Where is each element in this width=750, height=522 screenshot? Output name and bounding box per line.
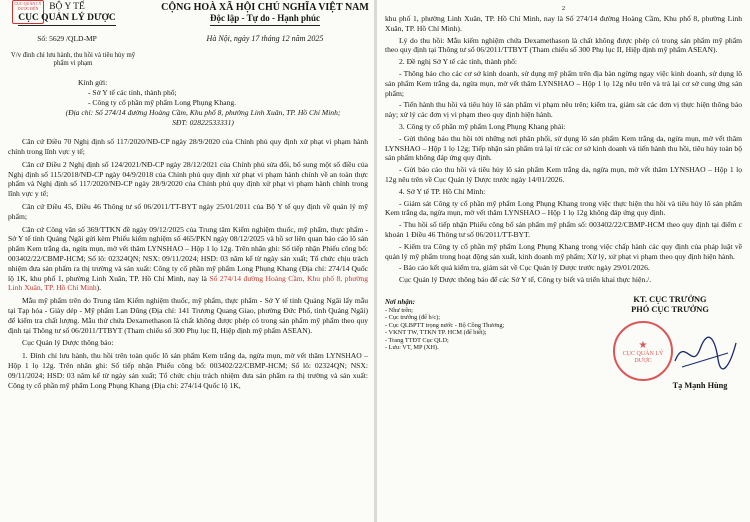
recipient-2: - Công ty cổ phần mỹ phẩm Long Phụng Khang. xyxy=(88,98,237,107)
document-page-1 xyxy=(0,0,374,522)
paragraph: 2. Đề nghị Sở Y tế các tỉnh, thành phố: xyxy=(399,57,517,67)
paragraph: - Kiểm tra Công ty cổ phần mỹ phẩm Long Phụng Khang trong việc chấp hành các quy định của pháp luật về quản lý mỹ phẩm trong hoạt động sản xuất, kinh doanh mỹ phẩm; Xử lý, xử phạt vi phạm theo quy định hiện hành. xyxy=(385,241,742,261)
document-date: Hà Nội, ngày 17 tháng 12 năm 2025 xyxy=(206,34,324,43)
paragraph: - Giám sát Công ty cổ phần mỹ phẩm Long Phụng Khang trong việc thực hiện thu hồi và tiêu hủy lô sản phẩm Kem trắng da, ngừa mụn, mờ vết thâm LYNSHAO – Hộp 1 lọ 12g không đáp ứng quy định. xyxy=(385,198,742,218)
paragraph: 4. Sở Y tế TP. Hồ Chí Minh: xyxy=(399,186,486,196)
signer-role-2: PHÓ CỤC TRƯỞNG xyxy=(631,304,709,314)
paragraph: - Báo cáo kết quả kiểm tra, giám sát về Cục Quản lý Dược trước ngày 29/01/2026. xyxy=(399,263,650,273)
signer-name: Tạ Mạnh Hùng xyxy=(672,380,728,390)
national-motto: Độc lập - Tự do - Hạnh phúc xyxy=(210,13,320,26)
document-header xyxy=(8,0,368,78)
paragraph: Cục Quản lý Dược thông báo để các Sở Y tế, Công ty biết và triển khai thực hiện./. xyxy=(399,275,652,285)
page-number: 2 xyxy=(561,5,566,12)
paragraph: - Thông báo cho các cơ sở kinh doanh, sử dụng mỹ phẩm trên địa bàn ngừng ngay việc kinh doanh, sử dụng lô sản phẩm Kem trắng da, ngừa mụn, mờ vết thâm LYNSHAO – Hộp 1 lọ 12g nêu trên và trả lại cơ sở cung ứng sản phẩm; xyxy=(385,68,742,98)
paragraph: Mẫu mỹ phẩm trên do Trung tâm Kiểm nghiệm thuốc, mỹ phẩm, thực phẩm - Sở Y tế tỉnh Quảng Ngãi lấy mẫu tại Tạp hóa - Giày dép - Mỹ phẩm Lan Dũng (Địa chỉ: 141 Trương Quang Giao, phường Đức Phổ, tỉnh Quảng Ngãi) để kiểm tra chất lượng. Mẫu thử chứa Dexamethason là chất không được phép có trong sản phẩm mỹ phẩm theo quy định tại Thông tư số 06/2011/TTBYT (Tham chiếu số 300 Phụ lục II, Hiệp định mỹ phẩm ASEAN). xyxy=(8,296,368,335)
paragraph: - Tiến hành thu hồi và tiêu hủy lô sản phẩm vi phạm nêu trên; kiểm tra, giám sát các đơn vị thực hiện thông báo này; xử lý các đơn vị vi phạm theo quy định hiện hành. xyxy=(385,100,742,120)
paragraph: 3. Công ty cổ phần mỹ phẩm Long Phụng Khang phải: xyxy=(399,121,566,131)
recipients-list xyxy=(385,299,560,352)
received-stamp-text: CỤC QUẢN LÝ DƯỢC ĐẾN xyxy=(14,1,42,11)
official-seal xyxy=(613,321,673,381)
paragraph: khu phố 1, phường Linh Xuân, TP. Hồ Chí Minh, nay là Số 274/14 đường Hoàng Cầm, Khu phố 8, phường Linh Xuân, TP. Hồ Chí Minh). xyxy=(385,14,742,33)
recipients-item: - Cục QLBPTT trọng nước - Bộ Công Thương; xyxy=(385,321,505,329)
highlighted-address: Số 274/14 đường Hoàng Cầm, Khu phố 8, phường Linh Xuân, TP. Hồ Chí Minh xyxy=(8,273,369,293)
issuer-block xyxy=(8,2,126,43)
recipients-item: - Lưu: VT, MP (XH). xyxy=(385,344,439,352)
greeting: Kính gửi: xyxy=(78,78,108,87)
recipient-1: - Sở Y tế các tỉnh, thành phố; xyxy=(88,88,177,97)
handwritten-signature xyxy=(670,331,740,376)
paragraph-text: ). xyxy=(96,283,102,293)
national-heading xyxy=(156,2,374,43)
paragraph: Căn cứ Điều 2 Nghị định số 124/2021/NĐ-CP ngày 28/12/2021 của Chính phủ sửa đổi, bổ sung một số điều của Nghị định số 115/2018/NĐ-CP ngày 04/9/2018 của Chính phủ quy định xử phạt vi phạm hành chính về an toàn thực phẩm và Nghị định số 117/2020/NĐ-CP ngày 28/9/2020 của Chính phủ quy định xử phạt vi phạm hành chính trong lĩnh vực y tế; xyxy=(8,159,368,199)
recipients-title: Nơi nhận: xyxy=(385,297,416,306)
ministry-name: BỘ Y TẾ xyxy=(49,2,85,12)
paragraph: Căn cứ Điều 70 Nghị định số 117/2020/NĐ-CP ngày 28/9/2020 của Chính phủ quy định xử phạt vi phạm hành chính trong lĩnh vực y tế; xyxy=(8,137,368,156)
recipients-item: - Cục trưởng (để b/c); xyxy=(385,314,441,322)
signer-title xyxy=(595,295,745,315)
recipient-phone: SĐT: 02822533331) xyxy=(172,117,234,127)
recipients-item: - Như trên; xyxy=(385,306,413,314)
paragraph: - Thu hồi số tiếp nhận Phiếu công bố sản phẩm mỹ phẩm số: 003402/22/CBMP-HCM theo quy định tại điểm c khoản 1 Điều 46 Thông tư số 06/2011/TT-BYT. xyxy=(385,220,742,239)
recipients-item: - Trang TTĐT Cục QLD; xyxy=(385,336,449,344)
department-name: CỤC QUẢN LÝ DƯỢC xyxy=(18,13,116,26)
paragraph: - Gửi thông báo thu hồi tới những nơi phân phối, sử dụng lô sản phẩm Kem trắng da, ngừa mụn, mờ vết thâm LYNSHAO – Hộp 1 lọ 12g; Tiếp nhận sản phẩm trả lại từ các cơ sở kinh doanh và tiến hành thu hồi, tiêu hủy toàn bộ sản phẩm không đáp ứng quy định. xyxy=(385,133,742,163)
paragraph: Cục Quản lý Dược thông báo: xyxy=(22,338,114,348)
document-subject: V/v đình chỉ lưu hành, thu hồi và tiêu hủy mỹ phẩm vi phạm xyxy=(10,52,136,67)
paragraph xyxy=(8,225,368,294)
paragraph-text: Căn cứ Công văn số 369/TTKN đề ngày 09/12/2025 của Trung tâm Kiểm nghiệm thuốc, mỹ phẩm, thực phẩm - Sở Y tế tỉnh Quảng Ngãi gửi kèm Phiếu kiểm nghiệm số 465/PKN ngày 08/12/2025 và hồ sơ liên quan báo cáo lô sản phẩm Kem trắng da, ngừa mụn, mờ vết thâm LYNSHAO – Hộp 1 lọ 12g. Trên nhãn ghi: Số tiếp nhận Phiếu công bố: 003402/22/CBMP-HCM; Số lô: 02324QN; NSX: 09/11/2024; HSD: 03 năm kể từ ngày sản xuất; Tổ chức chịu trách nhiệm đưa sản phẩm ra thị trường và sản xuất: Công ty cổ phần mỹ phẩm Long Phụng Khang (Địa chỉ: 274/14 Quốc lộ 1K, khu phố 1, phường Linh Xuân, TP. Hồ Chí Minh, nay là xyxy=(8,224,368,283)
recipient-address: (Địa chỉ: Số 274/14 đường Hoàng Cầm, Khu phố 8, phường Linh Xuân, TP. Hồ Chí Minh; xyxy=(65,108,341,117)
seal-text: CỤC QUẢN LÝ DƯỢC xyxy=(622,350,664,364)
document-page-2 xyxy=(377,0,750,522)
recipients-item: - VKNT TW, TTKN TP. HCM (để biết); xyxy=(385,329,487,337)
paragraph: 1. Đình chỉ lưu hành, thu hồi trên toàn quốc lô sản phẩm Kem trắng da, ngừa mụn, mờ vết thâm LYNSHAO – Hộp 1 lọ 12g. Trên nhãn ghi: Số tiếp nhận Phiếu công bố: 003402/22/CBMP-HCM; Số lô: 02324QN; NSX: 09/11/2024; HSD: 03 năm kể từ ngày sản xuất; Tổ chức chịu trách nhiệm đưa sản phẩm ra thị trường và sản xuất: Công ty cổ phần mỹ phẩm Long Phụng Khang (Địa chỉ: 274/14 Quốc lộ 1K, xyxy=(8,351,368,390)
paragraph: Lý do thu hồi: Mẫu kiểm nghiệm chứa Dexamethason là chất không được phép có trong sản phẩm mỹ phẩm theo quy định tại Thông tư số 06/2011/TTBYT (Tham chiếu số 300 Phụ lục II, Hiệp định mỹ phẩm ASEAN). xyxy=(385,35,742,55)
paragraph: - Gửi báo cáo thu hồi và tiêu hủy lô sản phẩm Kem trắng da, ngừa mụn, mờ vết thâm LYNSHAO – Hộp 1 lọ 12g nêu trên về Cục Quản lý Dược trước ngày 14/01/2026. xyxy=(385,165,742,184)
signer-role-1: KT. CỤC TRƯỞNG xyxy=(633,294,707,304)
seal-star-icon: ★ xyxy=(638,339,648,351)
paragraph: Căn cứ Điều 45, Điều 46 Thông tư số 06/2011/TT-BYT ngày 25/01/2011 của Bộ Y tế quy định về quản lý mỹ phẩm; xyxy=(8,201,368,221)
document-number: Số: 5629 /QLD-MP xyxy=(37,34,97,43)
nation-title: CỘNG HOÀ XÃ HỘI CHỦ NGHĨA VIỆT NAM xyxy=(161,2,369,13)
signature-section xyxy=(385,291,742,401)
